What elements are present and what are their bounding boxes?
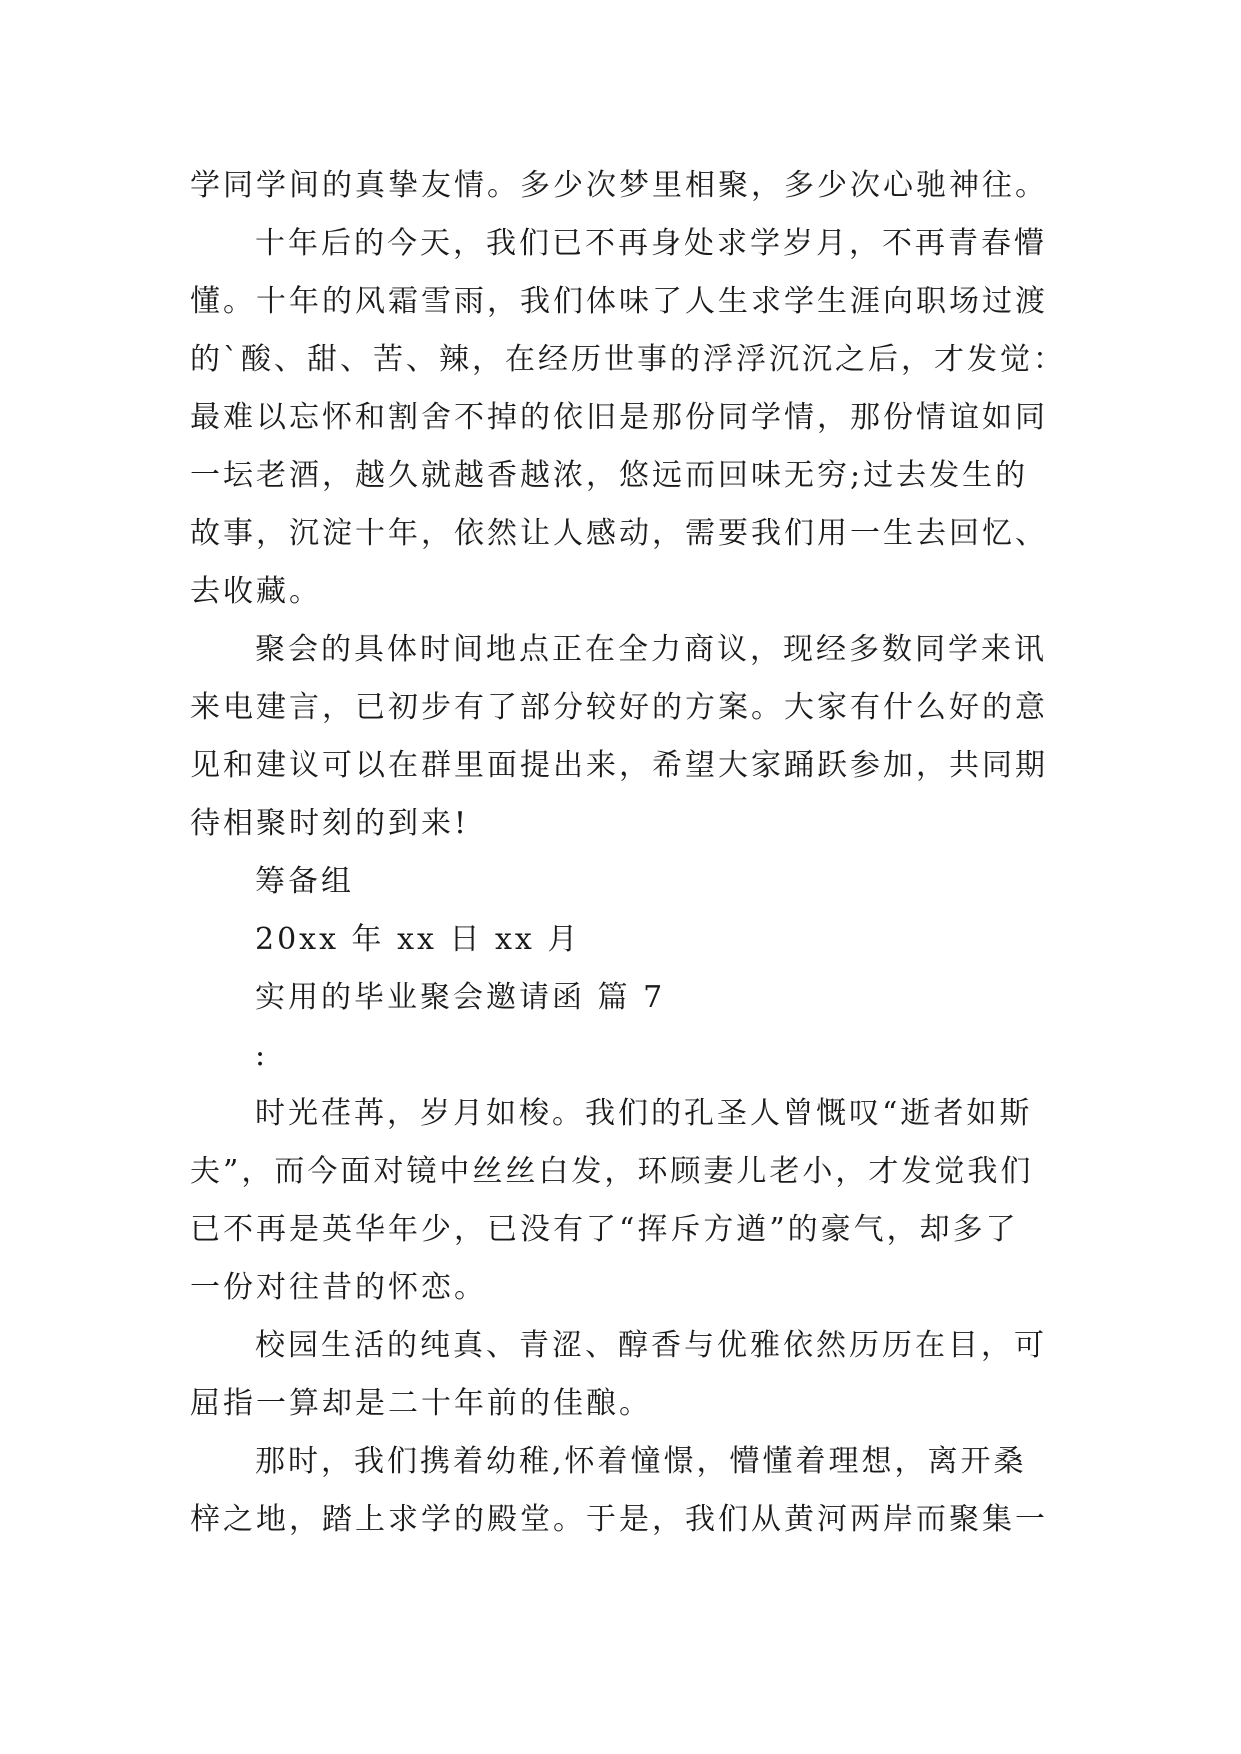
signature-organizer: 筹备组 xyxy=(255,864,354,899)
text-line: 来电建言，已初步有了部分较好的方案。大家有什么好的意 xyxy=(190,690,1048,725)
text-line: 梓之地，踏上求学的殿堂。于是，我们从黄河两岸而聚集一 xyxy=(190,1502,1048,1537)
text-line: 见和建议可以在群里面提出来，希望大家踊跃参加，共同期 xyxy=(190,748,1048,783)
paragraph-start-line: 那时，我们携着幼稚,怀着憧憬，懵懂着理想，离开桑 xyxy=(255,1444,1027,1479)
text-line: 一坛老酒，越久就越香越浓，悠远而回味无穷;过去发生的 xyxy=(190,458,1029,493)
text-line: 的`酸、甜、苦、辣，在经历世事的浮浮沉沉之后，才发觉： xyxy=(190,342,1066,377)
text-line: 故事，沉淀十年，依然让人感动，需要我们用一生去回忆、 xyxy=(190,516,1048,551)
paragraph-start-line: 时光荏苒，岁月如梭。我们的孔圣人曾慨叹“逝者如斯 xyxy=(255,1096,1033,1131)
text-line: 懂。十年的风霜雪雨，我们体味了人生求学生涯向职场过渡 xyxy=(190,284,1048,319)
text-line: 最难以忘怀和割舍不掉的依旧是那份同学情，那份情谊如同 xyxy=(190,400,1048,435)
signature-date: 20xx 年 xx 日 xx 月 xyxy=(255,922,581,957)
paragraph-start-line: 校园生活的纯真、青涩、醇香与优雅依然历历在目，可 xyxy=(255,1328,1047,1363)
paragraph-start-line: 聚会的具体时间地点正在全力商议，现经多数同学来讯 xyxy=(255,632,1047,667)
colon-line: : xyxy=(255,1038,269,1073)
paragraph-start-line: 十年后的今天，我们已不再身处求学岁月，不再青春懵 xyxy=(255,226,1047,261)
section-heading: 实用的毕业聚会邀请函 篇 7 xyxy=(255,980,666,1015)
text-line: 待相聚时刻的到来! xyxy=(190,806,470,841)
text-line: 夫”，而今面对镜中丝丝白发，环顾妻儿老小，才发觉我们 xyxy=(190,1154,1034,1189)
text-line: 已不再是英华年少，已没有了“挥斥方遒”的豪气，却多了 xyxy=(190,1212,1019,1247)
text-line: 屈指一算却是二十年前的佳酿。 xyxy=(190,1386,652,1421)
text-line: 去收藏。 xyxy=(190,574,322,609)
text-line: 一份对往昔的怀恋。 xyxy=(190,1270,487,1305)
text-line: 学同学间的真挚友情。多少次梦里相聚，多少次心驰神往。 xyxy=(190,168,1048,203)
